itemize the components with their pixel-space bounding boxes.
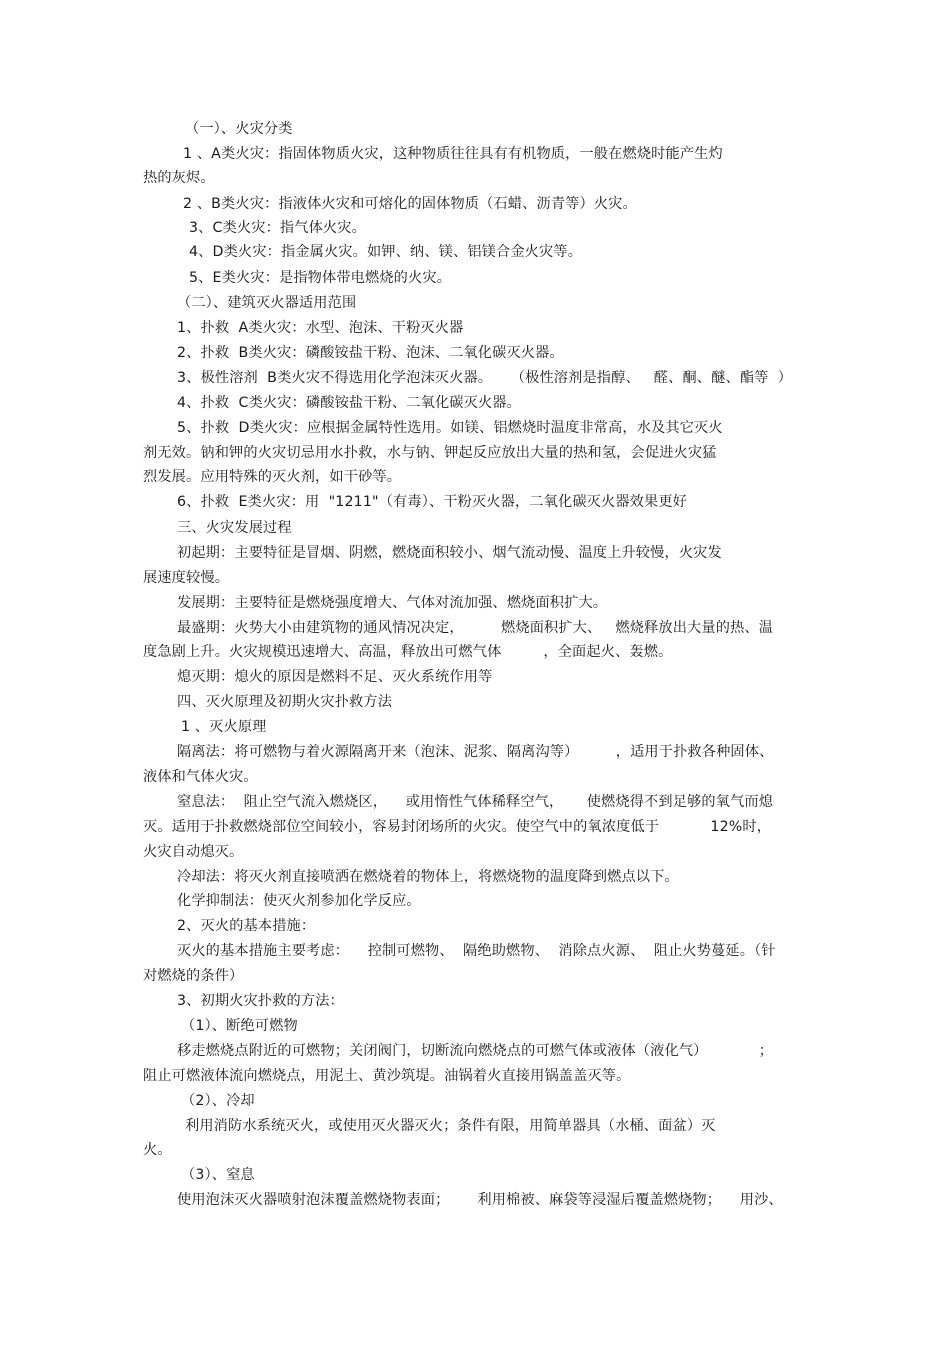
paragraph-line: 利用消防水系统灭火，或使用灭火器灭火；条件有限，用简单器具（水桶、面盆）灭 bbox=[185, 1118, 716, 1134]
paragraph-line: 移走燃烧点附近的可燃物；关闭阀门，切断流向燃烧点的可燃气体或液体（液化气） ； bbox=[177, 1043, 774, 1059]
subheading-line: 2、灭火的基本措施： bbox=[177, 918, 316, 934]
paragraph-line: 最盛期：火势大小由建筑物的通风情况决定， 燃烧面积扩大、 燃烧释放出大量的热、温 bbox=[177, 620, 774, 636]
paragraph-line: 窒息法： 阻止空气流入燃烧区， 或用惰性气体稀释空气， 使燃烧得不到足够的氧气而熄 bbox=[177, 794, 774, 810]
paragraph-line: 6、扑救 E类火灾：用 "1211"（有毒）、干粉灭火器，二氧化碳灭火器效果更好 bbox=[177, 494, 688, 510]
paragraph-line: 2、扑救 B类火灾：磷酸铵盐干粉、泡沫、二氧化碳灭火器。 bbox=[177, 345, 564, 361]
paragraph-line: 火灾自动熄灭。 bbox=[143, 844, 244, 860]
paragraph-line: 对燃烧的条件） bbox=[143, 968, 244, 984]
paragraph-line: 隔离法：将可燃物与着火源隔离开来（泡沫、泥浆、隔离沟等） ，适用于扑救各种固体、 bbox=[177, 744, 774, 760]
paragraph-line: 热的灰烬。 bbox=[143, 170, 215, 186]
subheading-line: （3）、窒息 bbox=[181, 1167, 255, 1183]
section-heading-extinguisher-scope: （二）、建筑灭火器适用范围 bbox=[177, 295, 357, 311]
paragraph-line: 4、D类火灾：指金属火灾。如钾、纳、镁、铝镁合金火灾等。 bbox=[189, 244, 583, 260]
section-heading-fire-development: 三、火灾发展过程 bbox=[177, 520, 292, 536]
paragraph-line: 灭火的基本措施主要考虑： 控制可燃物、 隔绝助燃物、 消除点火源、 阻止火势蔓延。（针 bbox=[177, 943, 776, 959]
paragraph-line: 1 、A类火灾：指固体物质火灾，这种物质往往具有有机物质，一般在燃烧时能产生灼 bbox=[183, 146, 723, 162]
paragraph-line: 液体和气体火灾。 bbox=[143, 769, 258, 785]
subheading-line: （1）、断绝可燃物 bbox=[181, 1018, 298, 1034]
section-heading-fire-classification: （一）、火灾分类 bbox=[185, 121, 293, 137]
paragraph-line: 使用泡沫灭火器喷射泡沫覆盖燃烧物表面； 利用棉被、麻袋等浸湿后覆盖燃烧物； 用沙、 bbox=[177, 1192, 783, 1208]
paragraph-line: 度急剧上升。火灾规模迅速增大、高温，释放出可燃气体 ，全面起火、轰燃。 bbox=[143, 644, 673, 660]
paragraph-line: 熄灭期：熄火的原因是燃料不足、灭火系统作用等 bbox=[177, 669, 493, 685]
paragraph-line: 展速度较慢。 bbox=[143, 570, 230, 586]
paragraph-line: 剂无效。钠和钾的火灾切忌用水扑救，水与钠、钾起反应放出大量的热和氢，会促进火灾猛 bbox=[143, 445, 717, 461]
paragraph-line: 化学抑制法：使灭火剂参加化学反应。 bbox=[177, 893, 421, 909]
subheading-line: 1 、灭火原理 bbox=[181, 719, 267, 735]
paragraph-line: 阻止可燃液体流向燃烧点，用泥土、黄沙筑堤。油锅着火直接用锅盖盖灭等。 bbox=[143, 1068, 631, 1084]
paragraph-line: 火。 bbox=[143, 1142, 172, 1158]
paragraph-line: 3、C类火灾：指气体火灾。 bbox=[189, 220, 366, 236]
section-heading-extinguishing-principles: 四、灭火原理及初期火灾扑救方法 bbox=[177, 694, 393, 710]
paragraph-line: 灭。适用于扑救燃烧部位空间较小，容易封闭场所的火灾。使空气中的氧浓度低于 12%时， bbox=[143, 819, 772, 835]
paragraph-line: 发展期：主要特征是燃烧强度增大、气体对流加强、燃烧面积扩大。 bbox=[177, 595, 608, 611]
paragraph-line: 2 、B类火灾：指液体火灾和可熔化的固体物质（石蜡、沥青等）火灾。 bbox=[183, 196, 637, 212]
paragraph-line: 1、扑救 A类火灾：水型、泡沫、干粉灭火器 bbox=[177, 320, 464, 336]
paragraph-line: 初起期：主要特征是冒烟、阴燃，燃烧面积较小、烟气流动慢、温度上升较慢，火灾发 bbox=[177, 545, 722, 561]
paragraph-line: 烈发展。应用特殊的灭火剂，如干砂等。 bbox=[143, 469, 402, 485]
paragraph-line: 3、极性溶剂 B类火灾不得选用化学泡沫灭火器。 （极性溶剂是指醇、 醛、酮、醚、酯等 ） bbox=[177, 370, 793, 386]
subheading-line: （2）、冷却 bbox=[181, 1093, 255, 1109]
paragraph-line: 冷却法：将灭火剂直接喷洒在燃烧着的物体上，将燃烧物的温度降到燃点以下。 bbox=[177, 869, 679, 885]
paragraph-line: 5、扑救 D类火灾：应根据金属特性选用。如镁、铝燃烧时温度非常高，水及其它灭火 bbox=[177, 420, 723, 436]
paragraph-line: 4、扑救 C类火灾：磷酸铵盐干粉、二氧化碳灭火器。 bbox=[177, 395, 521, 411]
paragraph-line: 5、E类火灾：是指物体带电燃烧的火灾。 bbox=[189, 270, 452, 286]
subheading-line: 3、初期火灾扑救的方法： bbox=[177, 993, 344, 1009]
